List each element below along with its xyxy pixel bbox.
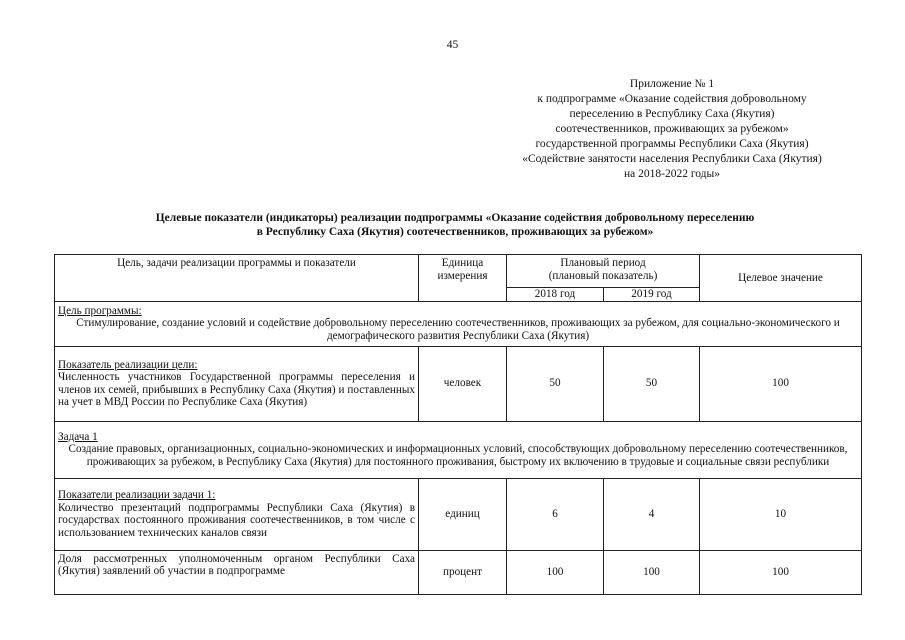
goal-indicator-unit: человек	[419, 346, 507, 421]
task-indicator1-text: Количество презентаций подпрограммы Республики Саха (Якутия) в государствах постоянного проживания соотечественников, в том числе с использованием технических каналов связи	[58, 501, 415, 539]
task-indicator1-2019: 4	[604, 478, 700, 550]
task-row	[55, 421, 862, 478]
header-target: Целевое значение	[700, 255, 862, 302]
appendix-line: переселению в Республику Саха (Якутия)	[569, 108, 775, 120]
header-unit-line1: Единица	[441, 257, 484, 269]
task-text: Создание правовых, организационных, социально-экономических и информационных условий, способствующих добровольному переселению соотечественников, проживающих за рубежом, в Республику Саха (Якутия) для постоянного проживания, быстрому их включению в трудовые и социальные связи республики	[68, 443, 848, 468]
task-indicator2-unit: процент	[419, 550, 507, 594]
header-year-2019: 2019 год	[604, 288, 700, 302]
goal-heading: Цель программы:	[58, 304, 142, 317]
goal-row	[55, 301, 862, 346]
goal-indicator-cell	[55, 346, 419, 421]
appendix-line: к подпрограмме «Оказание содействия добровольному	[537, 93, 807, 105]
appendix-line: Приложение № 1	[629, 78, 715, 90]
task-indicator1-cell	[55, 478, 419, 550]
task-indicator1-heading: Показатели реализации задачи 1:	[58, 489, 216, 501]
task-indicator2-cell: Доля рассмотренных уполномоченным органом Республики Саха (Якутия) заявлений об участии в подпрограмме	[55, 550, 419, 594]
title-line: в Республику Саха (Якутия) соотечественников, проживающих за рубежом»	[256, 226, 654, 238]
indicators-table	[54, 254, 862, 595]
goal-indicator-text: Численность участников Государственной программы переселения и членов их семей, прибывших в Республику Саха (Якутия) и поставленных на учет в МВД России по Республике Саха (Якутия)	[58, 371, 415, 408]
header-period-line1: Плановый период	[560, 257, 646, 269]
header-period	[507, 255, 700, 288]
appendix-line: государственной программы Республики Саха (Якутия)	[535, 138, 809, 150]
header-unit-line2: измерения	[437, 269, 488, 282]
task-indicator2-target: 100	[700, 550, 862, 594]
task-indicator1-2018: 6	[507, 478, 604, 550]
document-title	[40, 211, 870, 239]
task-indicator1-target: 10	[700, 478, 862, 550]
page-number: 45	[446, 39, 459, 51]
goal-indicator-2018: 50	[507, 346, 604, 421]
task-indicator1-unit: единиц	[419, 478, 507, 550]
header-period-line2: (плановый показатель)	[548, 269, 658, 282]
title-line: Целевые показатели (индикаторы) реализации подпрограммы «Оказание содействия добровольному переселению	[155, 212, 755, 224]
header-year-2018: 2018 год	[507, 288, 604, 302]
goal-text: Стимулирование, создание условий и содействие добровольному переселению соотечественников, проживающих за рубежом, для социально-экономического и демографического развития Республики Саха (Якутия)	[76, 317, 840, 342]
appendix-line: «Содействие занятости населения Республики Саха (Якутия)	[522, 153, 822, 165]
task-indicator2-2019: 100	[604, 550, 700, 594]
goal-indicator-2019: 50	[604, 346, 700, 421]
task-indicator2-2018: 100	[507, 550, 604, 594]
task-heading: Задача 1	[58, 430, 98, 443]
header-goals: Цель, задачи реализации программы и показатели	[55, 255, 419, 302]
goal-indicator-target: 100	[700, 346, 862, 421]
header-unit	[419, 255, 507, 302]
appendix-header	[497, 77, 847, 182]
appendix-line: на 2018-2022 годы»	[623, 168, 720, 180]
goal-indicator-heading: Показатель реализации цели:	[58, 358, 198, 371]
appendix-line: соотечественников, проживающих за рубежом»	[555, 123, 789, 135]
